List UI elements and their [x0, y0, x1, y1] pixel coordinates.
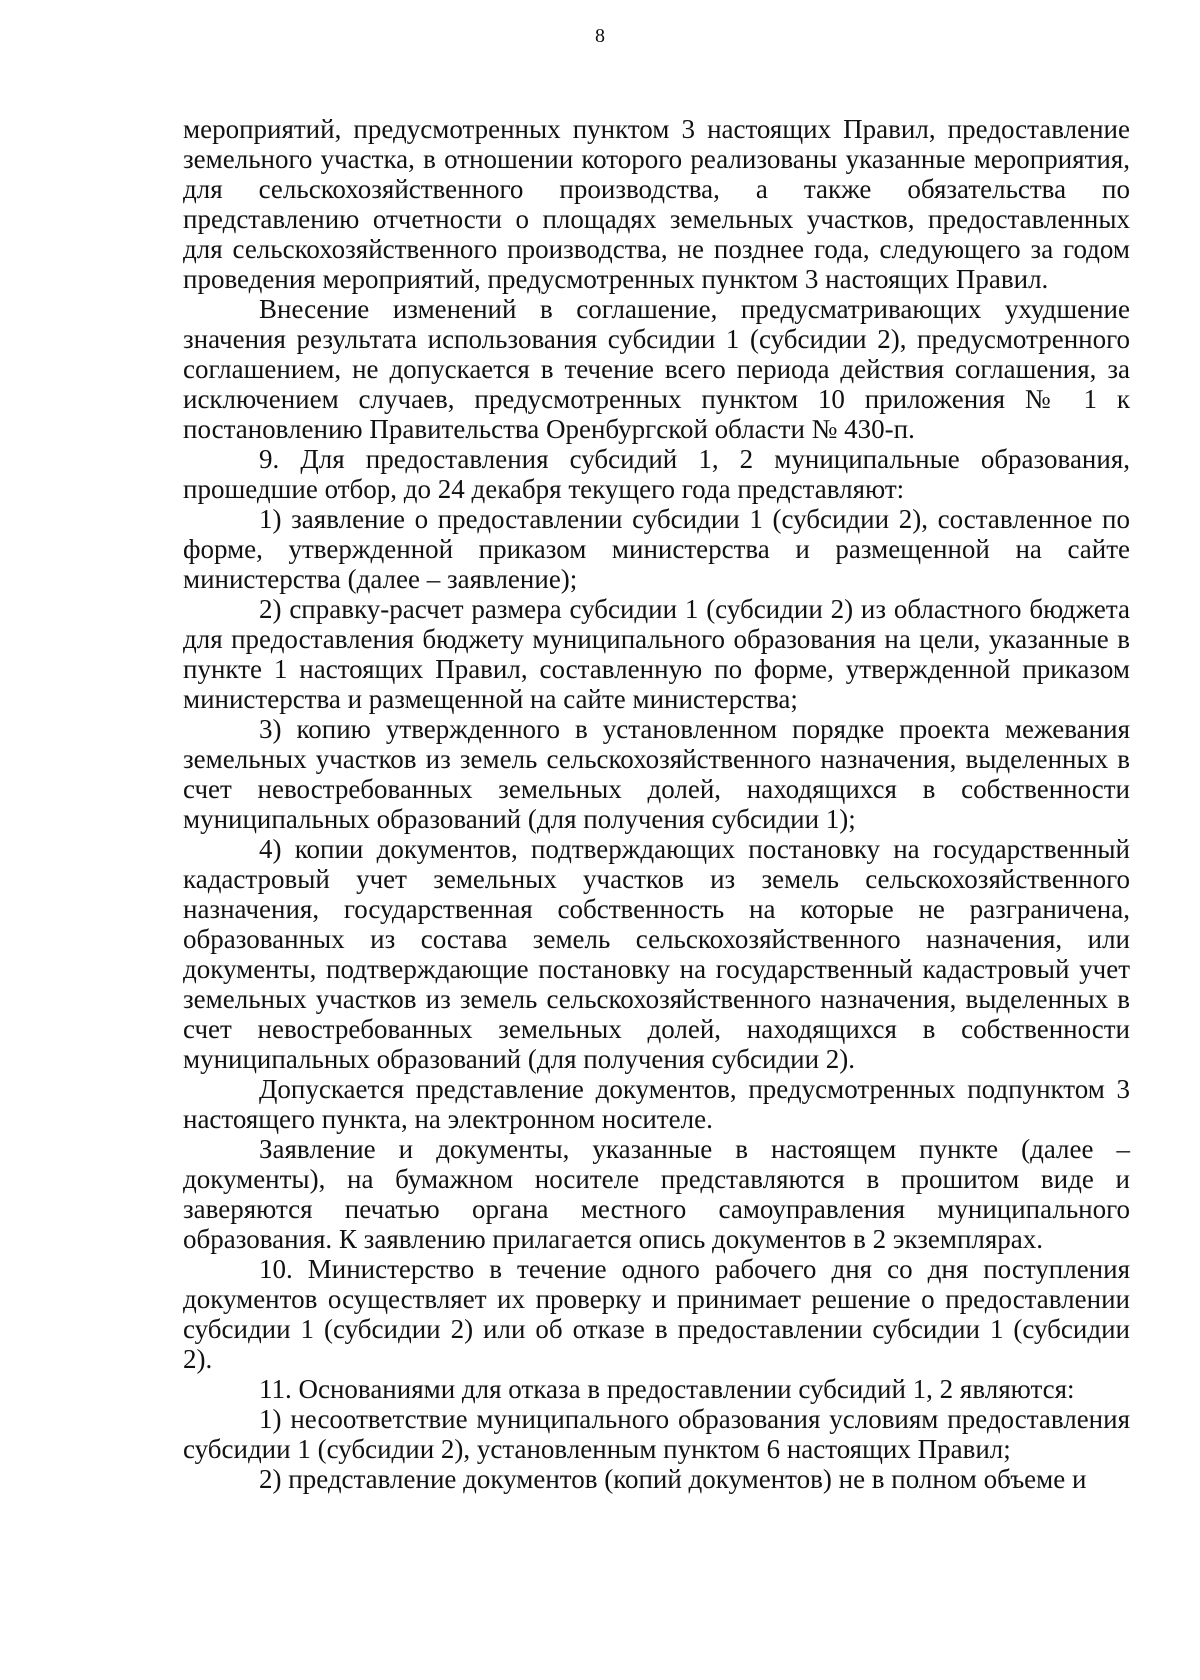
- paragraph-item-10: 10. Министерство в течение одного рабочего дня со дня поступления документов осуществляет их проверку и принимает решение о предоставлении субсидии 1 (субсидии 2) или об отказе в предоставлении субсидии 1 (субсидии 2).: [183, 1254, 1130, 1374]
- paragraph-item-9-3: 3) копию утвержденного в установленном порядке проекта межевания земельных участков из земель сельскохозяйственного назначения, выделенных в счет невостребованных земельных долей, находящихся в собственности муниципальных образований (для получения субсидии 1);: [183, 714, 1130, 834]
- paragraph-electronic-media: Допускается представление документов, предусмотренных подпунктом 3 настоящего пункта, на электронном носителе.: [183, 1074, 1130, 1134]
- page-number: 8: [595, 25, 605, 47]
- paragraph-item-11: 11. Основаниями для отказа в предоставлении субсидий 1, 2 являются:: [259, 1374, 1075, 1404]
- paragraph-item-9: 9. Для предоставления субсидий 1, 2 муниципальные образования, прошедшие отбор, до 24 декабря текущего года представляют:: [183, 444, 1130, 504]
- paragraph-item-9-1: 1) заявление о предоставлении субсидии 1 (субсидии 2), составленное по форме, утвержденной приказом министерства и размещенной на сайте министерства (далее – заявление);: [183, 504, 1130, 594]
- paragraph-paper-documents: Заявление и документы, указанные в настоящем пункте (далее – документы), на бумажном носителе представляются в прошитом виде и заверяются печатью органа местного самоуправления муниципального образования. К заявлению прилагается опись документов в 2 экземплярах.: [183, 1134, 1130, 1254]
- paragraph-item-11-2: 2) представление документов (копий документов) не в полном объеме и: [259, 1464, 1087, 1494]
- document-body: [183, 114, 1130, 1494]
- paragraph-item-9-2: 2) справку-расчет размера субсидии 1 (субсидии 2) из областного бюджета для предоставления бюджету муниципального образования на цели, указанные в пункте 1 настоящих Правил, составленную по форме, утвержденной приказом министерства и размещенной на сайте министерства;: [183, 594, 1130, 714]
- paragraph-item-9-4: 4) копии документов, подтверждающих постановку на государственный кадастровый учет земельных участков из земель сельскохозяйственного назначения, государственная собственность на которые не разграничена, образованных из состава земель сельскохозяйственного назначения, или документы, подтверждающие постановку на государственный кадастровый учет земельных участков из земель сельскохозяйственного назначения, выделенных в счет невостребованных земельных долей, находящихся в собственности муниципальных образований (для получения субсидии 2).: [183, 834, 1130, 1074]
- paragraph-agreement-changes: Внесение изменений в соглашение, предусматривающих ухудшение значения результата использования субсидии 1 (субсидии 2), предусмотренного соглашением, не допускается в течение всего периода действия соглашения, за исключением случаев, предусмотренных пунктом 10 приложения № 1 к постановлению Правительства Оренбургской области № 430-п.: [183, 294, 1130, 444]
- paragraph-item-11-1: 1) несоответствие муниципального образования условиям предоставления субсидии 1 (субсидии 2), установленным пунктом 6 настоящих Правил;: [183, 1404, 1130, 1464]
- paragraph-continuation: мероприятий, предусмотренных пунктом 3 настоящих Правил, предоставление земельного участка, в отношении которого реализованы указанные мероприятия, для сельскохозяйственного производства, а также обязательства по представлению отчетности о площадях земельных участков, предоставленных для сельскохозяйственного производства, не позднее года, следующего за годом проведения мероприятий, предусмотренных пунктом 3 настоящих Правил.: [183, 114, 1130, 294]
